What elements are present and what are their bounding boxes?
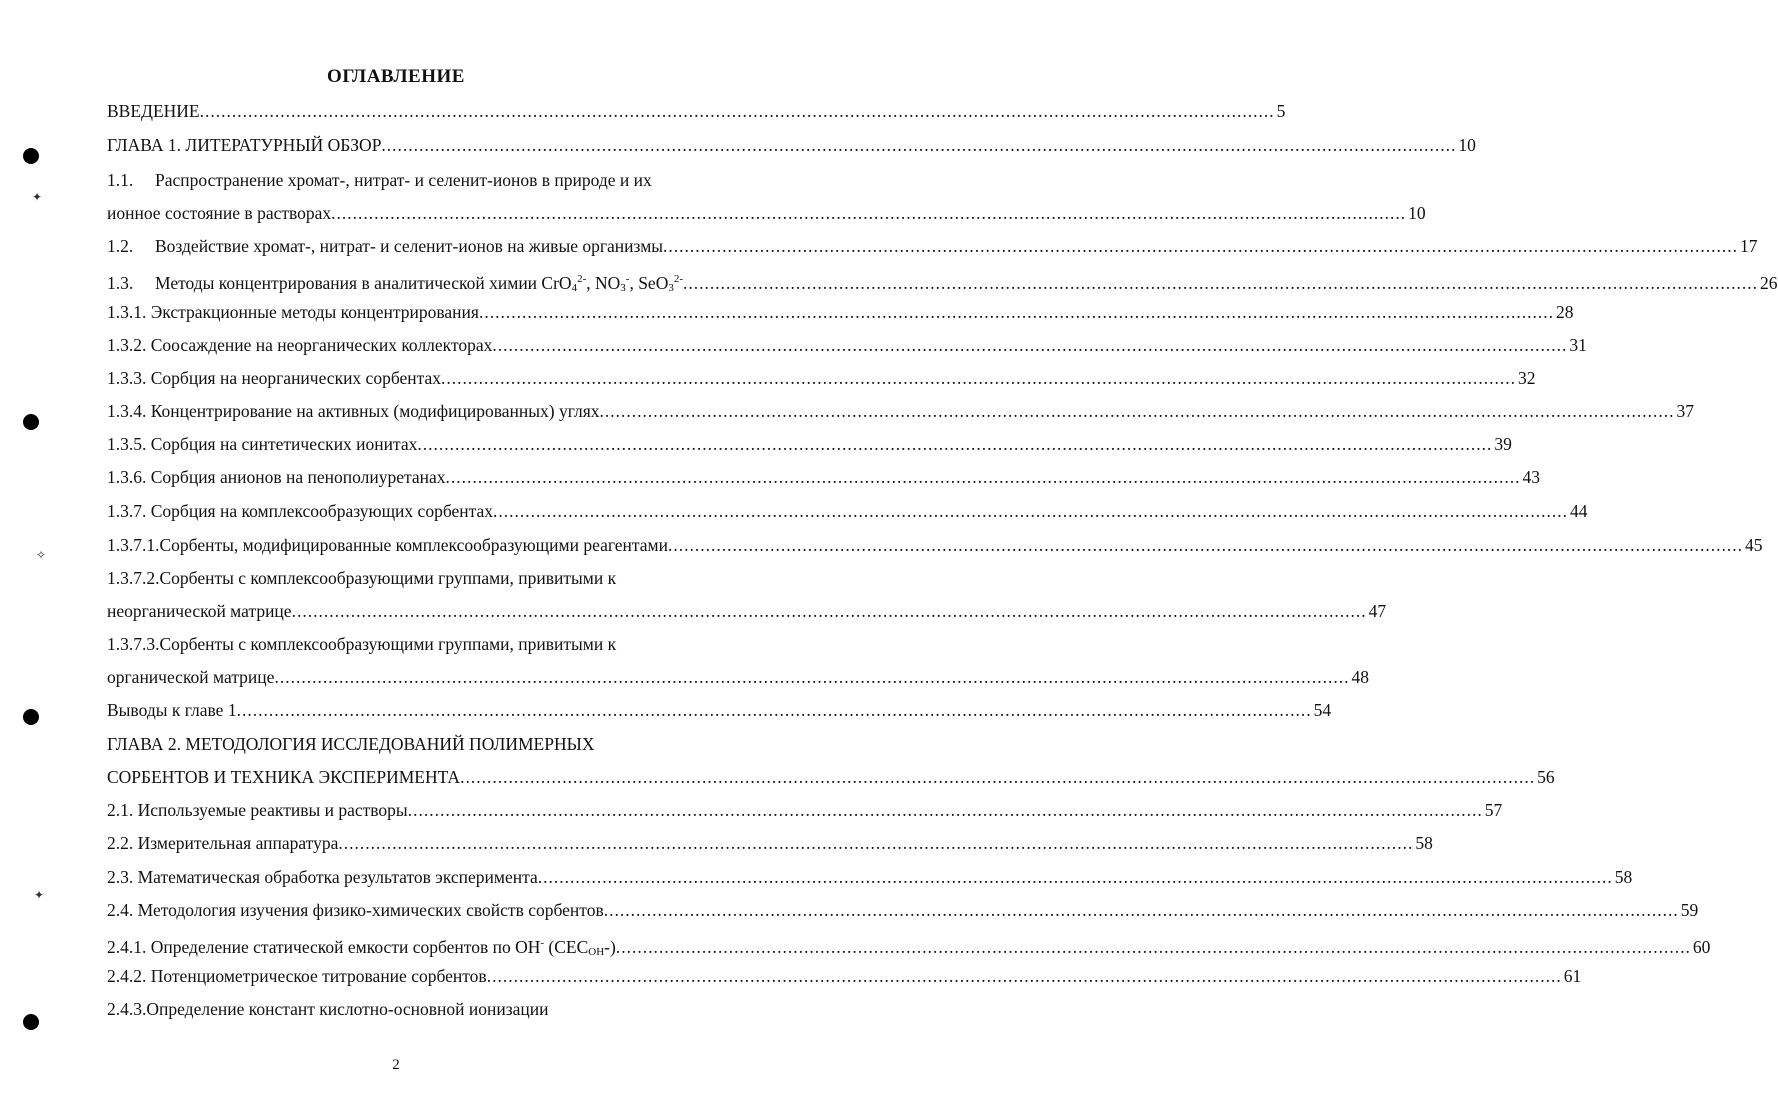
leader-dots	[292, 600, 1367, 622]
formula-part: (CEC	[544, 937, 589, 957]
toc-entry-number: 1.3.	[107, 273, 134, 293]
toc-entry[interactable]	[107, 100, 1286, 122]
toc-entry[interactable]	[107, 367, 1536, 389]
toc-entry-text: 1.3.7.1.Сорбенты, модифицированные комплексообразующими реагентами	[107, 535, 668, 555]
toc-entry-text	[107, 932, 616, 963]
toc-entry-text-main: 2.4.1. Определение статической емкости сорбентов по OH	[107, 937, 541, 957]
toc-entry-page: 10	[1458, 135, 1476, 155]
leader-dots	[538, 866, 1613, 888]
toc-entry-text: СОРБЕНТОВ И ТЕХНИКА ЭКСПЕРИМЕНТА	[107, 767, 461, 787]
scan-speck: ✦	[34, 888, 45, 902]
formula-part: , SeO	[629, 273, 669, 293]
toc-entry-page: 56	[1537, 767, 1555, 787]
toc-entry-page: 39	[1494, 434, 1512, 454]
toc-entry-page: 45	[1744, 535, 1763, 555]
toc-entry[interactable]	[107, 534, 1763, 556]
toc-entry-text: 2.4.3.Определение констант кислотно-основной ионизации	[107, 999, 549, 1019]
formula-subscript: OH	[588, 946, 605, 958]
toc-entry-number: 1.2.	[107, 236, 134, 256]
toc-entry-text	[155, 268, 683, 299]
toc-entry[interactable]	[107, 965, 1582, 987]
leader-dots	[479, 301, 1554, 323]
formula-part: -)	[604, 937, 616, 957]
toc-entry-page: 48	[1351, 667, 1369, 687]
toc-entry-page: 60	[1692, 937, 1711, 957]
toc-entry-text: 2.1. Используемые реактивы и растворы	[107, 800, 408, 820]
toc-entry[interactable]	[107, 899, 1699, 921]
formula-subscript: 3	[620, 282, 626, 294]
toc-entry[interactable]	[107, 301, 1574, 323]
page-number: 2	[392, 1057, 400, 1073]
toc-entry-text: ГЛАВА 1. ЛИТЕРАТУРНЫЙ ОБЗОР	[107, 135, 382, 155]
leader-dots	[616, 936, 1691, 958]
leader-dots	[446, 466, 1521, 488]
toc-entry[interactable]	[107, 799, 1503, 821]
toc-entry-text: 1.3.1. Экстракционные методы концентрирования	[107, 302, 479, 322]
toc-entry-page: 17	[1740, 236, 1758, 256]
formula-superscript: -	[540, 937, 545, 949]
formula-subscript: 3	[668, 282, 674, 294]
toc-entry[interactable]	[107, 334, 1587, 356]
toc-entry-page: 43	[1522, 467, 1540, 487]
toc-entry[interactable]	[107, 666, 1369, 688]
toc-entry[interactable]	[107, 433, 1512, 455]
toc-entry-page: 31	[1569, 335, 1587, 355]
leader-dots	[668, 534, 1743, 556]
toc-entry-text: 1.3.7. Сорбция на комплексообразующих сорбентах	[107, 501, 493, 521]
toc-entry-text: 2.4. Методология изучения физико-химических свойств сорбентов	[107, 900, 604, 920]
toc-entry[interactable]	[107, 400, 1695, 422]
leader-dots	[604, 899, 1679, 921]
toc-entry[interactable]	[107, 932, 1711, 963]
leader-dots	[274, 666, 1349, 688]
toc-entry[interactable]	[107, 998, 759, 1020]
formula-superscript: 2-	[577, 273, 587, 285]
punch-hole-dot	[23, 1014, 39, 1030]
leader-dots	[600, 400, 1675, 422]
toc-entry[interactable]	[107, 699, 1332, 721]
toc-entry-page: 58	[1614, 867, 1633, 887]
leader-dots	[663, 235, 1738, 257]
toc-entry-page: 58	[1415, 833, 1433, 853]
punch-hole-dot	[23, 709, 39, 725]
toc-entry-text: 1.3.5. Сорбция на синтетических ионитах	[107, 434, 418, 454]
leader-dots	[493, 500, 1568, 522]
toc-entry-text: Распространение хромат-, нитрат- и селенит-ионов в природе и их	[155, 170, 652, 190]
leader-dots	[237, 699, 1312, 721]
toc-entry-text: 1.3.6. Сорбция анионов на пенополиуретанах	[107, 467, 446, 487]
toc-entry-page: 54	[1313, 700, 1332, 720]
toc-entry-page: 10	[1408, 203, 1426, 223]
toc-entry[interactable]	[107, 633, 759, 655]
leader-dots	[487, 965, 1562, 987]
leader-dots	[381, 134, 1456, 156]
toc-entry[interactable]	[107, 600, 1387, 622]
scan-speck: ✧	[36, 548, 47, 562]
leader-dots	[338, 832, 1413, 854]
toc-entry-text-main: Методы концентрирования в аналитической химии CrO	[155, 273, 572, 293]
toc-entry-text: 1.3.3. Сорбция на неорганических сорбентах	[107, 368, 442, 388]
toc-entry-page: 44	[1570, 501, 1588, 521]
toc-entry-page: 47	[1368, 601, 1387, 621]
leader-dots	[408, 799, 1483, 821]
toc-entry-page: 57	[1484, 800, 1503, 820]
toc-entry-text: ионное состояние в растворах	[107, 203, 332, 223]
punch-hole-dot	[23, 148, 39, 164]
toc-entry[interactable]	[107, 733, 759, 755]
toc-entry-text: 2.4.2. Потенциометрическое титрование сорбентов	[107, 966, 487, 986]
page-title: ОГЛАВЛЕНИЕ	[327, 66, 465, 87]
toc-entry[interactable]	[107, 500, 1588, 522]
toc-entry-text: 1.3.7.2.Сорбенты с комплексообразующими группами, привитыми к	[107, 568, 617, 588]
toc-entry[interactable]	[107, 832, 1433, 854]
toc-entry-text: органической матрице	[107, 667, 275, 687]
toc-entry-page: 26	[1760, 273, 1778, 293]
toc-entry-text: ВВЕДЕНИЕ	[107, 101, 200, 121]
toc-entry-text: 2.3. Математическая обработка результатов эксперимента	[107, 867, 538, 887]
toc-entry-text: 2.2. Измерительная аппаратура	[107, 833, 339, 853]
toc-entry-page: 28	[1555, 302, 1574, 322]
leader-dots	[441, 367, 1516, 389]
toc-entry-text: Воздействие хромат-, нитрат- и селенит-ионов на живые организмы	[155, 236, 664, 256]
leader-dots	[417, 433, 1492, 455]
toc-entry[interactable]	[107, 766, 1555, 788]
toc-entry-text: неорганической матрице	[107, 601, 292, 621]
toc-entry-text: 1.3.7.3.Сорбенты с комплексообразующими группами, привитыми к	[107, 634, 617, 654]
toc-entry[interactable]	[107, 235, 1758, 257]
toc-entry[interactable]	[107, 268, 1778, 299]
toc-entry-page: 59	[1680, 900, 1699, 920]
scan-speck: ✦	[32, 190, 43, 204]
leader-dots	[460, 766, 1535, 788]
leader-dots	[331, 202, 1406, 224]
toc-entry[interactable]	[107, 134, 1476, 156]
leader-dots	[683, 272, 1758, 294]
toc-entry[interactable]	[107, 466, 1540, 488]
toc-entry-text: 1.3.4. Концентрирование на активных (модифицированных) углях	[107, 401, 600, 421]
toc-entry[interactable]	[107, 169, 759, 191]
leader-dots	[492, 334, 1567, 356]
leader-dots	[200, 100, 1275, 122]
toc-entry-number: 1.1.	[107, 170, 134, 190]
toc-entry-text: 1.3.2. Соосаждение на неорганических коллекторах	[107, 335, 493, 355]
toc-entry-page: 37	[1676, 401, 1695, 421]
toc-entry-page: 61	[1563, 966, 1582, 986]
toc-entry-text: ГЛАВА 2. МЕТОДОЛОГИЯ ИССЛЕДОВАНИЙ ПОЛИМЕРНЫХ	[107, 734, 595, 754]
toc-entry-page: 5	[1276, 101, 1286, 121]
toc-entry[interactable]	[107, 202, 1426, 224]
formula-part: , NO	[586, 273, 621, 293]
formula-superscript: 2-	[673, 273, 684, 285]
toc-entry-page: 32	[1518, 368, 1536, 388]
toc-entry-text: Выводы к главе 1	[107, 700, 237, 720]
formula-subscript: 4	[571, 282, 578, 294]
toc-entry[interactable]	[107, 567, 759, 589]
punch-hole-dot	[23, 414, 39, 430]
toc-entry[interactable]	[107, 866, 1633, 888]
formula-superscript: -	[625, 273, 630, 285]
